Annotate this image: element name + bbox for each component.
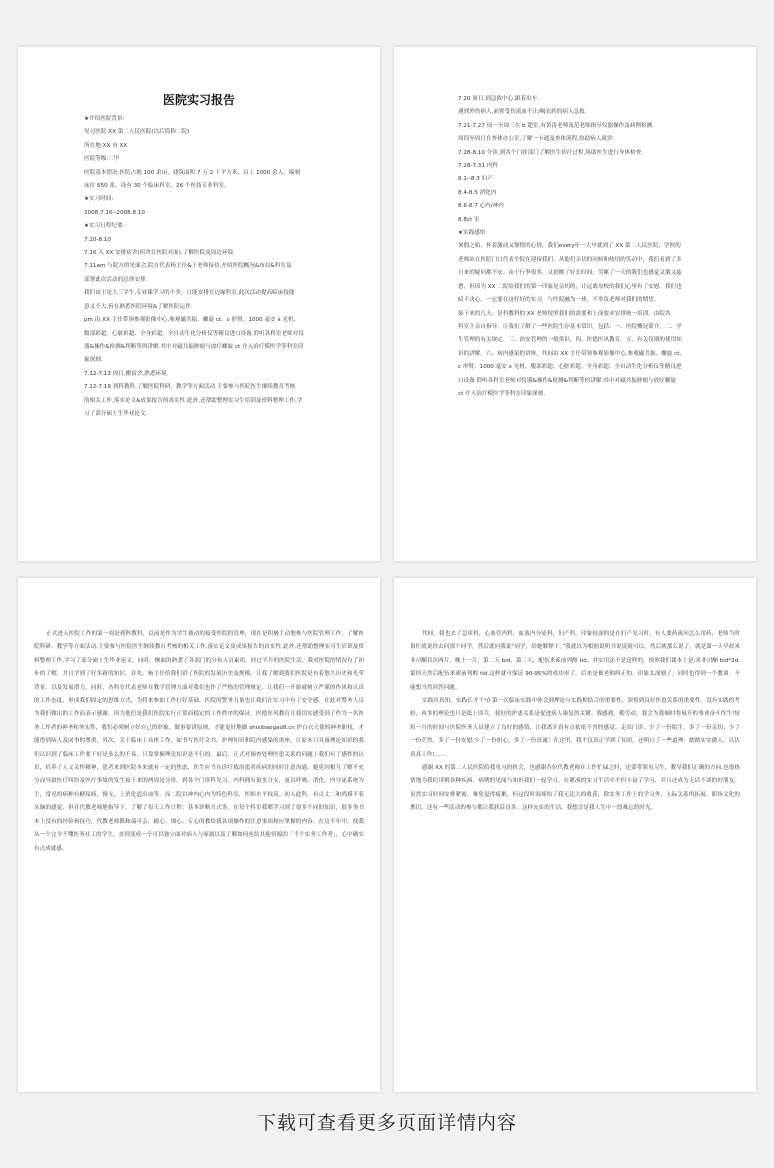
text-line: c 形臂、1000 毫安 x 光机、腹部彩超、心脏彩超、全身彩超、全自动生化分析仪等精良进 <box>458 364 682 371</box>
text-line: 识的讲解。六、病内感染的讲座。其间由 XX 主任带领参观影像中心,参观磁共振、螺旋 ct、 <box>458 350 686 357</box>
text-line: 腹部彩超、心脏彩超、全身彩超、全自动生化分析仪等精良进口设备.聆听各科室老师对仪 <box>84 330 304 337</box>
document-page-4 <box>394 578 756 1092</box>
text-line: 医院基本情况:医院占地 100 余亩，建筑面积 7 万 2 千平方米，员工 1000 余人，编制 <box>84 169 300 176</box>
text-line: 接下来的几天，是科教科的 XX 老师按照我们的需要和上岗要求安排统一培训，由院各 <box>458 310 671 317</box>
text-line: 7.12-7.19 到科教科,了解医院科研、教学等方面活动.主要参与医院医生继续教育考核 <box>84 384 296 391</box>
page-4-paragraph-2: 实践出真知。实践长才干!在第一次临床实践中体会到理论与实践相结合的重要性，领悟到良好医患关系的重要性。没有实践的考验，再多的理论也只是纸上谈兵。我好的护患关系是促进病人康复的关键。我感到，勤劳动，我会为我倾时将展开的事业奋斗终生!短短一月的时间与医院医务人员建立了良好的感情，让我离开真有点依依不舍的感觉。走出门诊，少了一份陌生，多了一份亲切；少了一份茫然，多了一份安慰;少了一份担心，多了一份真诚！在这里，我不仅真正学到了知识，还明白了一些道理：踏踏实实做人，认认真真工作!…… <box>410 698 740 758</box>
text-line: 遇到外伤病人,前臂受伤流血不止/喝农药的病人急救. <box>458 109 587 116</box>
text-line: 7.20 周日,到急救中心,跟着出车. <box>458 96 540 102</box>
text-line: 器&操作&检测&判断等的讲解.其中对磁共振肿瘤与放疗螺旋 ct 介入治疗模医学等科室印 <box>84 343 304 350</box>
page-1-body <box>34 113 364 421</box>
text-line: 科室主亲自指导，让我们了解了一些医院生存基本常识，包括：一、医院概况简介。二、学 <box>458 323 682 330</box>
text-line: 所在地:XX 市 XX <box>84 142 128 149</box>
text-line: 7.10 入 XX 安排宿舍(宿舍在医院对面),了解医院及周边环境. <box>84 250 235 257</box>
page-4-paragraph-1: 其间，我也去了急诊科，心血管内科，血液内分泌科，妇产科。印象较深的是在妇产见习时，有人要药流问怎么用药，老师当时很忙就说你去问那个同学，然后就问我说“同学，给她解释下。”我就以为根据说明书说说就可以，然后就那么说了，就是第一天早晨米非司酮首次两片，晚上一片，第二天 bid，第三天，配伍米索前列醇 tid。其实用法不是这样的，按照我们课本上是:米非司酮 bid*3d.第四天然后配伍米索前列醇 tid.这样就可保证 90-95%的成功率了。后来是被老师纠正的，印象太深刻了。同时也得到一个教训：不能想当然回答问题。 <box>410 631 740 691</box>
text-line: 2008.7.10--2008.8.10 <box>84 209 145 216</box>
text-line: 见习医院:XX 第二人民医院(以后简称二院) <box>84 129 190 136</box>
text-line: 7.11am 与院方的见面会,院方代表杨主任&王老师接待,介绍医院概况&布局&科室及 <box>84 263 292 270</box>
report-title: 医院实习报告 <box>162 93 235 107</box>
text-line: 8.4-8.5 消化内 <box>458 189 497 196</box>
text-line: 8.8ct 室 <box>458 216 480 223</box>
text-line: 7.10-8.10 <box>84 236 111 243</box>
text-line: pm 由 XX 主任带领参观影像中心,参观磁共振、螺旋 ct、c 形臂、1000 毫安 x 光机、 <box>84 317 300 324</box>
text-line: 8.1--8.3 妇产 <box>458 176 493 183</box>
text-line: 口设备.聆听各科室老师对仪器&操作&检测&判断等的讲解.其中对磁共振肿瘤与放疗螺旋 <box>458 377 677 384</box>
text-line: 习了部分硕士生毕业论文. <box>84 410 148 417</box>
text-line: 7.21-7.27 周一至周三在 b 超室,有黄涛老师及范老师指导仪器操作及病例检测. <box>458 122 654 129</box>
text-line: ct 介入治疗模医学等科室印象深刻. <box>458 390 546 397</box>
text-line: ★介绍医院背景: <box>84 116 125 122</box>
page-4-paragraph-3: 感谢 XX 的第二人民医院给我见习的机会，也感谢各位代教老师在工作忙碌之时，还要带领见习生，教导我们正确的方向.也很热情地为我们讲解各种疾病、病例的见闻与知识我们一起学习。在紧凑的实习生活中不但丰富了学习，并且还成为无话不谈的好朋友。虽然实习时间安排紧密，难免觉得疲累，但这段时间却给了我无比大的收获，除实务工作上的学习外，人际关系的拓展、职场文化的熏识、还有一些活动的参与都让我获益良多。这样充实的生活，我想会是我人生中一段难忘的时光。 <box>410 765 740 812</box>
text-line: 我们由于是大三学生,专业课学习的不多，只能安排在边缘科室.此次活动提高临床技能 <box>84 290 295 297</box>
text-line: 惫，但因为 XX 二院给我们的第一印象是亲切的，让远离母校的我们心里有了安慰。我们也 <box>458 283 682 290</box>
text-line: 生管理的有关规定。三、治安管理的一般常识。四、医德医风教育。五、有关仪器的使用知 <box>458 337 682 344</box>
text-line: 意义不大,旨在熟悉医院环境&了解医院运作. <box>84 303 193 310</box>
download-more-link[interactable]: 下载可查看更多页面详情内容 <box>256 1112 517 1134</box>
text-line: 周四至周日在查体办公室,了解一卡通及查体流程,协助病人就诊. <box>458 136 615 143</box>
text-line: ★实践感悟 <box>458 230 486 237</box>
text-line: 象深刻. <box>84 357 103 364</box>
text-line: 7.28-8.10 分诊,到各个门诊部门了解医生诊疗过程,协助医生进行身体检查。 <box>458 149 647 156</box>
document-page-2 <box>394 47 756 561</box>
document-page-1 <box>18 47 380 561</box>
text-line: 部署此次活动的总体安排. <box>84 276 148 283</box>
text-line: 暑假之始，怀着激动又憧憬的心情，我们every年一大早就到了 XX 第二人民医院，学校的 <box>458 243 681 250</box>
text-line: 暗下决心，一定要在这好好的实习，与医院融为一体，不辜负老师对我们的期望。 <box>458 297 660 304</box>
text-line: ★实习时间: <box>84 196 114 203</box>
page-3-paragraph: 正式进入医院工作的第一周是到科教科，以前是作为学生被动的接受医院的管理，现在是积极主动地参与医院管理工作，了解医院科研、教学等方面活动.主要参与医院医生继续教育考核的相关工作,落实论文及成果报告的真实性.此外,还帮助整理实习生培训及资料整理工作,学习了部分硕士生毕业论文。同时，侧面的熟悉了各部门的分布人员素质。经过半月的医院生活，我对医院的情况有了初步的了解，并且学到了好多新的知识。首先，杨主任给我们讲了医院的发展历史及规模，让我了解到我们医院是有着悠久历史和光荣背景，以及发展潜力。同时，各科室代表老师在教学管理方面对我们也作了严格的管理规定，让我们一开始就树立严谨的作风和认真的工作态度，形成我们固定的思维方式，为将来参加工作打好基础。医院的警务力量也让我们在实习中有了安全感。在此对警务人员为我们做出的工作而表示感谢，因为他们是我们医院实行正常而稳定的工作秩序的保证。医德医风教育让我切实感受到了作为一名医务工作者的神圣和务实性，我们必须树立好自己的形象，做事要讲原则，才能更好地做 shixibaogao8.cn 护白衣天使的神圣职权，才能得到病人及同事的尊重。其次，关于临床上具体工作，如书写医疗文书，护理知识和院内感染的讲座，让原本只具备理论知识的我们认识到了临床工作要干好是多么的不易，只靠掌握理论知识是不行的。最后，正式对调查处理医患关系的问题上我们有了感性的认识，培养了人文关怀精神，患者来到医院本来就有一定的焦虑，医生应当在诊疗救治患者疾病的同时注意沟通、避免因相互了解不充分而导致医疗纠纷及医疗事故的发生接下来的两周是分诊，到各个门诊科见习。内科拥有很多分支，更以呼吸、消化、内分泌系统为主，常见的病种有糖尿病，慢支，上消化道出血等。而二院以神内心内为特色科室，医师水平较高。初入此科，有点丈二和尚摸不着头脑的感觉，但在代教老师地指导下，了解了每天工作日程：基本诊断方式等。在每个科室我都学习到了很多不同的知识，很多事书本上没有的经验和技巧，代教老师都和蔼可亲，耐心、细心、专心的教给我各项操作的注意事项和应掌握的内容。在这半年中，使我从一个完全不懂医务社工的学生，直到变成一个可以独立面对病人与家属以及了解如何连结其他资源的「半个实务工作者」，心中确实有点成就感。 <box>34 631 364 852</box>
text-line: 老师站在医院门口代表全院在迎接我们，从他们亲切的问候和热切的笑动中，我们看到了多 <box>458 256 682 263</box>
text-line: 7.12-7.13 周日,搬宿舍,熟悉环境. <box>84 370 169 377</box>
text-line: 床位 650 张，设有 30 个临床科室，26 个医技专业科室。 <box>84 183 230 190</box>
page-2-body <box>410 93 740 401</box>
text-line: 7.28-7.31 内科 <box>458 163 498 170</box>
text-line: 8.6-8.7 心内/神内 <box>458 203 504 210</box>
document-page-3 <box>18 578 380 1092</box>
text-line: 医院等级:二甲 <box>84 156 120 163</box>
text-line: 日来的疑问都不安。由于行李很多，又拾搬了好长时间，劳累了一天的我们也感觉又饿又疲 <box>458 270 682 277</box>
text-line: 的相关工作,落实论文&成果报告的真实性.此外,还帮助整理实习生培训及资料整理工作,学 <box>84 397 303 404</box>
text-line: ★实习日程纪要: <box>84 223 125 230</box>
